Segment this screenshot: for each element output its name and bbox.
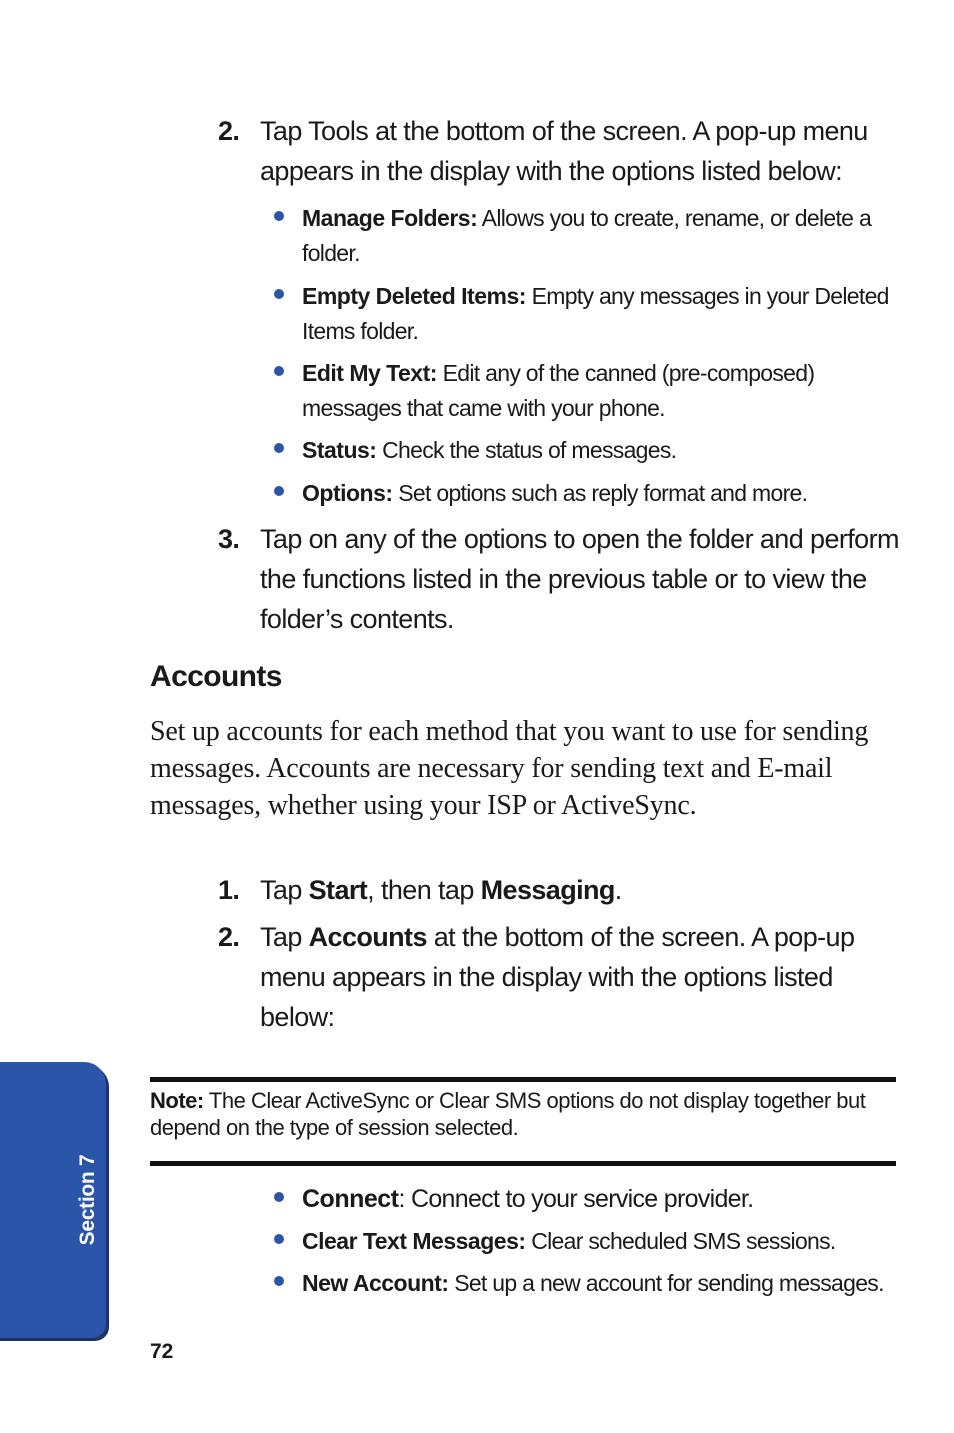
- option-desc: : Connect to your service provider.: [398, 1185, 754, 1213]
- intro-paragraph: Set up accounts for each method that you want to use for sending messages. Accounts are necessary for sending text and E-mail messages, whether using your ISP or ActiveSync.: [150, 716, 869, 821]
- option-desc: Set options such as reply format and more.: [392, 480, 808, 506]
- step-text-mid: , then tap: [367, 875, 481, 905]
- option-term: New Account:: [302, 1270, 449, 1296]
- option-desc: Allows you to create, rename, or delete a folder.: [302, 205, 872, 266]
- page-number: 72: [150, 1340, 174, 1363]
- section-tab-label: Section 7: [76, 1154, 99, 1246]
- option-desc: Edit any of the canned (pre-composed) messages that came with your phone.: [302, 360, 815, 421]
- option-term: Options:: [302, 480, 393, 506]
- step-bold-accounts: Accounts: [308, 922, 427, 952]
- option-term: Clear Text Messages:: [302, 1228, 526, 1254]
- step-number: 2.: [218, 922, 240, 952]
- bullet-icon: [274, 486, 284, 496]
- note: [150, 1087, 890, 1141]
- step-number: 2.: [218, 116, 240, 146]
- step-number: 3.: [218, 524, 240, 554]
- option-desc: Check the status of messages.: [376, 437, 677, 463]
- note-top-rule: [150, 1077, 896, 1082]
- option-desc: Empty any messages in your Deleted Items folder.: [302, 283, 889, 344]
- bullet-icon: [274, 366, 284, 376]
- option-term: Empty Deleted Items:: [302, 283, 526, 309]
- note-bottom-rule: [150, 1161, 896, 1166]
- section-heading: Accounts: [150, 660, 282, 693]
- bullet-icon: [274, 289, 284, 299]
- step-text-post: .: [614, 875, 622, 905]
- step-bold-messaging: Messaging: [480, 875, 615, 905]
- bullet-icon: [274, 211, 284, 221]
- option-desc: Set up a new account for sending messages.: [448, 1270, 884, 1296]
- bullet-icon: [274, 443, 284, 453]
- bullet-icon: [274, 1276, 284, 1286]
- note-text: The Clear ActiveSync or Clear SMS options do not display together but depend on the type of session selected.: [150, 1088, 866, 1140]
- option-term: Connect: [302, 1185, 399, 1213]
- option-term: Edit My Text:: [302, 360, 437, 386]
- step-text-pre: Tap: [260, 875, 309, 905]
- step-text: Tap on any of the options to open the folder and perform the functions listed in the previous table or to view the folder’s contents.: [260, 524, 899, 634]
- option-term: Status:: [302, 437, 377, 463]
- bullet-icon: [274, 1192, 284, 1202]
- step-text-pre: Tap: [260, 922, 309, 952]
- option-desc: Clear scheduled SMS sessions.: [525, 1228, 836, 1254]
- step-bold-start: Start: [308, 875, 368, 905]
- step-text: Tap Tools at the bottom of the screen. A pop-up menu appears in the display with the options listed below:: [260, 116, 868, 186]
- step-text-post: at the bottom of the screen. A pop-up menu appears in the display with the options listed below:: [260, 922, 855, 1032]
- option-term: Manage Folders:: [302, 205, 478, 231]
- step-number: 1.: [218, 875, 240, 905]
- note-label: Note:: [150, 1088, 204, 1113]
- bullet-icon: [274, 1234, 284, 1244]
